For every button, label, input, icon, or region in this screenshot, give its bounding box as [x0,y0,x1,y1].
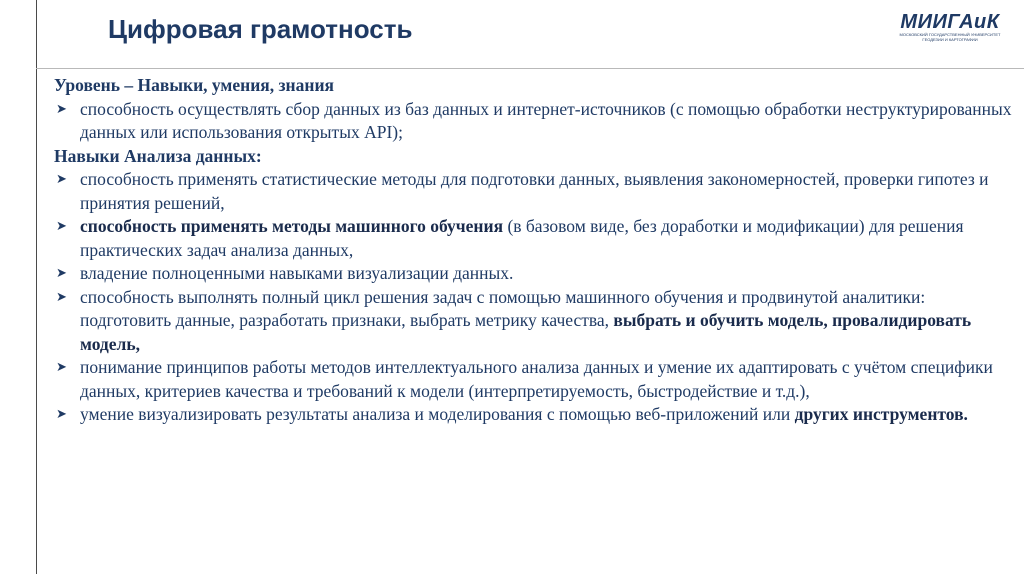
list-item [54,262,1014,286]
section-heading-data-analysis: Навыки Анализа данных: [54,145,262,166]
chevron-right-icon: ➤ [56,407,67,422]
list-item-emphasis: выбрать и обучить модель, провалидировать модель, [80,310,972,354]
list-item [54,98,1014,145]
chevron-right-icon: ➤ [56,289,67,305]
page-title: Цифровая грамотность [108,14,413,44]
chevron-right-icon: ➤ [56,266,67,281]
section-heading-level: Уровень – Навыки, умения, знания [54,75,334,95]
left-border-line [36,0,37,574]
list-item-text: владение полноценными навыками визуализации данных. [80,263,514,283]
chevron-right-icon: ➤ [56,219,67,234]
list-item-text: понимание принципов работы методов интеллектуального анализа данных и умение их адаптировать с учётом специфики данных, критериев качества и требований к модели (интерпретируемость, быстродействие и т.д.), [80,357,993,401]
logo-subtitle-line1: МОСКОВСКИЙ ГОСУДАРСТВЕННЫЙ УНИВЕРСИТЕТ [899,32,1001,37]
logo-subtitle-line2: ГЕОДЕЗИИ И КАРТОГРАФИИ [922,37,978,42]
list-item [54,403,1014,427]
list-item-text: (в базовом виде, без доработки и модификации) для решения практических задач анализа данных, [80,216,964,260]
chevron-right-icon: ➤ [56,360,67,375]
list-item [54,286,1014,357]
list-item [54,356,1014,403]
list-item-text: способность выполнять полный цикл решения задач с помощью машинного обучения и продвинутой аналитики: подготовить данные, разработать признаки, выбрать метрику качества, [80,286,926,330]
title-divider [36,68,1024,69]
university-logo [895,12,1005,46]
list-item-text: умение визуализировать результаты анализа и моделирования с помощью веб-приложений или [80,404,795,424]
slide-content [54,74,1014,427]
logo-name: МИИГАиК [900,11,1000,33]
list-item [54,168,1014,215]
chevron-right-icon: ➤ [56,101,67,117]
list-item [54,215,1014,262]
list-item-emphasis: других инструментов. [794,404,968,424]
list-item-emphasis: способность применять методы машинного обучения [80,216,504,236]
list-item-text: способность осуществлять сбор данных из баз данных и интернет-источников (с помощью обработки неструктурированных данных или использования открытых API); [80,98,1012,142]
chevron-right-icon: ➤ [56,172,67,187]
list-item-text: способность применять статистические методы для подготовки данных, выявления закономерностей, проверки гипотез и принятия решений, [80,169,989,213]
